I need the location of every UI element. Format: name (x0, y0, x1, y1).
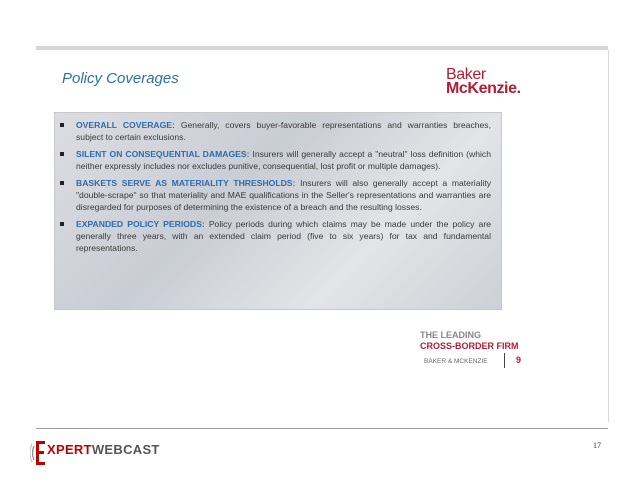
expert-webcast-wordmark (47, 442, 160, 457)
bullet-lead: OVERALL COVERAGE: (76, 120, 175, 130)
baker-mckenzie-logo (446, 68, 521, 96)
bullet-square-icon (60, 123, 64, 127)
bullet-lead: SILENT ON CONSEQUENTIAL DAMAGES: (76, 149, 250, 159)
slide-number: 9 (516, 355, 522, 365)
bullet-text: Generally, covers buyer-favorable representations and warranties breaches, subject to certain exclusions. (76, 120, 491, 142)
page-divider (36, 428, 608, 429)
firm-tagline (420, 330, 519, 352)
content-panel (54, 112, 502, 310)
bullet-text: Policy periods during which claims may be made under the policy are generally three years, with an extended claim period (five to six years) for tax and fundamental representations. (76, 219, 491, 253)
bullet-item (55, 218, 491, 254)
footer-divider (504, 353, 505, 368)
brand-part-1: XPERT (47, 442, 92, 457)
bullet-item (55, 148, 491, 172)
bullet-text: Insurers will generally accept a "neutral" loss definition (which neither expressly includes nor excludes punitive, consequential, lost profit or multiple damages). (76, 149, 491, 171)
brand-part-2: WEBCAST (91, 442, 160, 457)
page-number: 17 (593, 441, 601, 450)
tagline-line-1: THE LEADING (420, 330, 482, 340)
slide-title: Policy Coverages (62, 70, 179, 87)
bullet-square-icon (60, 222, 64, 226)
bullet-text: Insurers will also generally accept a materiality "double-scrape" so that materiality and MAE qualifications in the Seller's representations and warranties are disregarded for purposes of determining the existence of a breach and the resulting losses. (76, 178, 492, 212)
bullet-lead: BASKETS SERVE AS MATERIALITY THRESHOLDS: (76, 178, 296, 188)
bullet-item (55, 119, 491, 143)
logo-line-2: McKenzie. (446, 80, 521, 97)
tagline-line-2: CROSS-BORDER FIRM (420, 341, 519, 351)
bullet-item (55, 177, 491, 213)
bullet-list (55, 113, 501, 254)
footer-firm-name: BAKER & MCKENZIE (424, 358, 488, 365)
logo-line-1: Baker (446, 66, 486, 83)
bullet-square-icon (60, 181, 64, 185)
bullet-square-icon (60, 152, 64, 156)
bullet-lead: EXPANDED POLICY PERIODS: (76, 219, 205, 229)
